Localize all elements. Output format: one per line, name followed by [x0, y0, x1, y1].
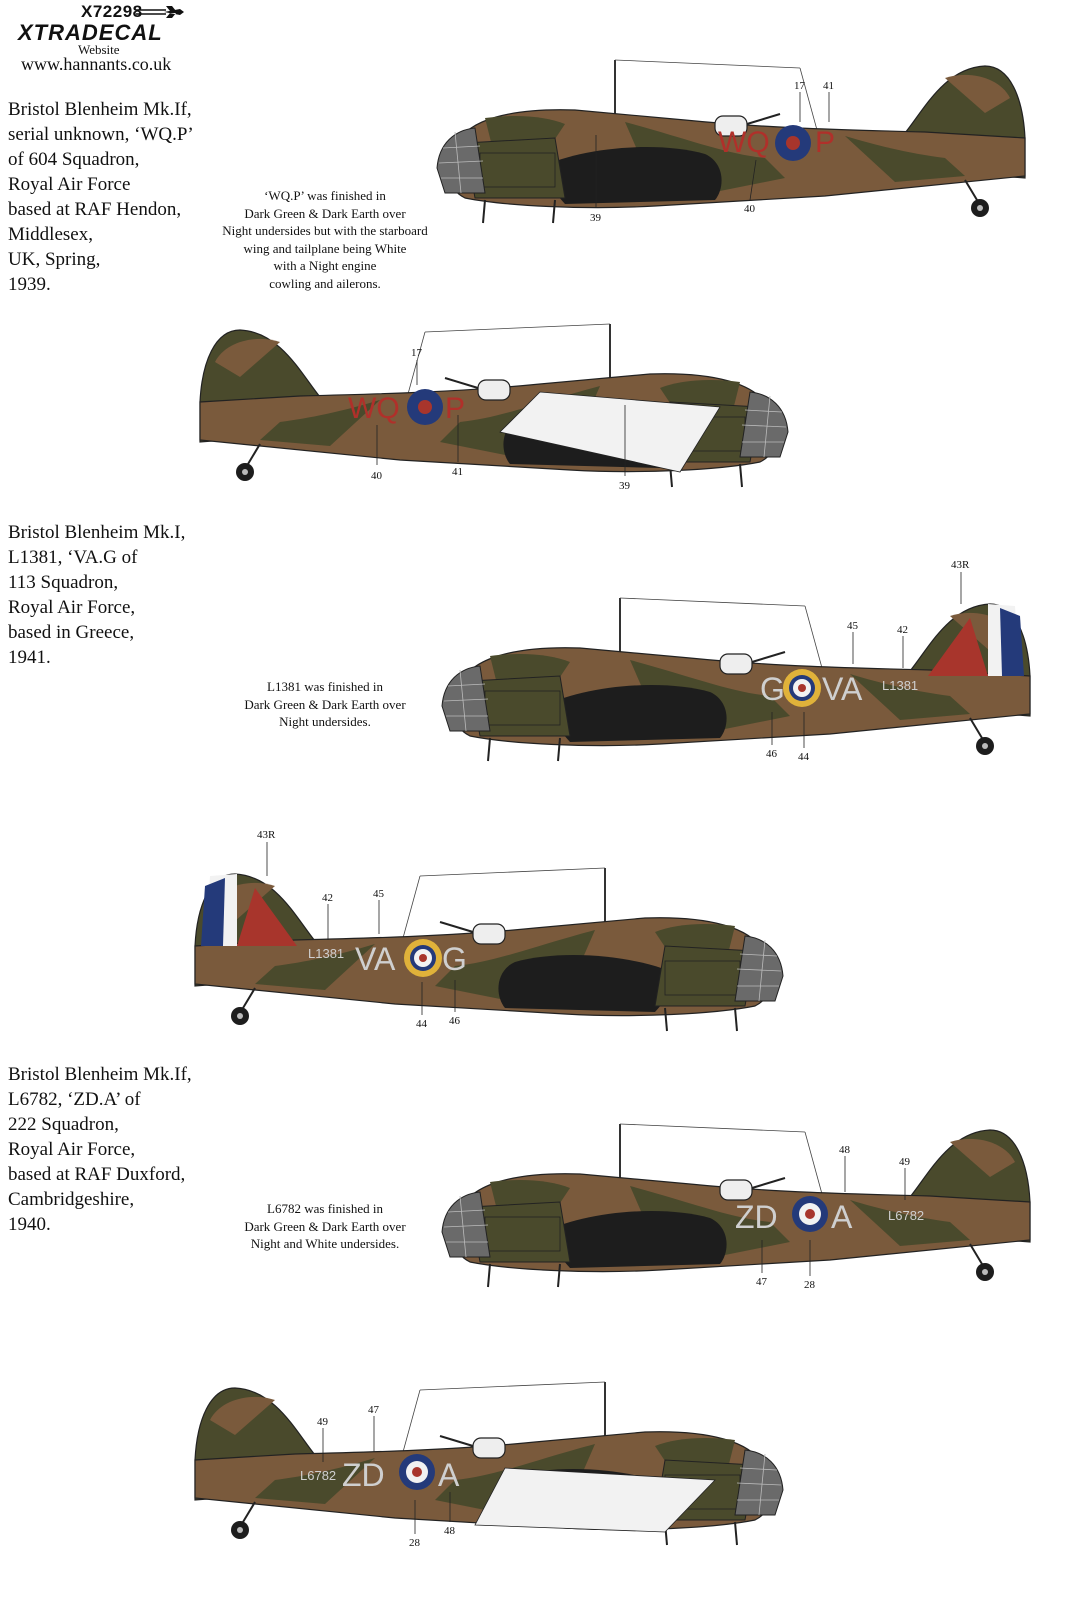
callout-label: 43R [257, 829, 276, 841]
profile-vag-starboard [195, 868, 783, 1031]
website-url[interactable]: www.hannants.co.uk [21, 54, 172, 74]
callout-label: 40 [371, 470, 382, 482]
callout-label: 39 [590, 212, 601, 224]
website-label: Website [78, 42, 120, 57]
callout-label: 40 [744, 203, 755, 215]
scheme-1-title: Bristol Blenheim Mk.If, serial unknown, ‘WQ.P’ of 604 Squadron, Royal Air Force based at RAF Hendon, Middlesex, UK, Spring, 1939. [8, 99, 194, 295]
profile-zda-starboard [195, 1382, 783, 1545]
callout-label: 44 [416, 1018, 427, 1030]
serial: L6782 [300, 1468, 337, 1483]
code-right: G [442, 941, 467, 977]
callout-label: 41 [823, 80, 834, 92]
callout-label: 42 [322, 892, 333, 904]
callout-label: 28 [409, 1537, 420, 1549]
callout-label: 49 [317, 1416, 328, 1428]
callout-label: 44 [798, 751, 809, 763]
callout-label: 48 [839, 1144, 850, 1156]
callout-label: 42 [897, 624, 908, 636]
code-left: G [760, 671, 785, 707]
callout-label: 45 [373, 888, 384, 900]
code-left: WQ [718, 126, 770, 159]
scheme-3-note: L6782 was finished in Dark Green & Dark Earth over Night and White undersides. [244, 1201, 406, 1251]
callout-label: 17 [411, 347, 422, 359]
callout-label: 46 [449, 1015, 460, 1027]
code-right: VA [822, 671, 863, 707]
code-left: WQ [348, 392, 400, 425]
scheme-2-title: Bristol Blenheim Mk.I, L1381, ‘VA.G of 113 Squadron, Royal Air Force, based in Greece, 1941. [8, 522, 186, 668]
code-left: ZD [342, 1457, 385, 1493]
serial: L1381 [882, 678, 919, 693]
callout-label: 43R [951, 559, 970, 571]
callout-label: 48 [444, 1525, 455, 1537]
callout-label: 46 [766, 748, 777, 760]
callout-label: 49 [899, 1156, 910, 1168]
code-right: P [815, 126, 836, 159]
callout-label: 17 [794, 80, 805, 92]
scheme-2-note: L1381 was finished in Dark Green & Dark Earth over Night undersides. [244, 679, 406, 729]
product-code: X72298 [81, 2, 143, 21]
callout-label: 47 [368, 1404, 379, 1416]
scheme-1-note: ‘WQ.P’ was finished in Dark Green & Dark Earth over Night undersides but with the starboard wing and tailplane being White with a Night engine cowling and ailerons. [222, 188, 428, 291]
callout-label: 28 [804, 1279, 815, 1291]
serial: L6782 [888, 1208, 925, 1223]
brand-logo: XTRADECAL [18, 20, 163, 45]
scheme-3-title: Bristol Blenheim Mk.If, L6782, ‘ZD.A’ of 222 Squadron, Royal Air Force, based at RAF Duxford, Cambridgeshire, 1940. [8, 1064, 192, 1235]
callout-label: 47 [756, 1276, 767, 1288]
code-right: P [445, 392, 466, 425]
code-right: A [438, 1457, 460, 1493]
code-right: A [831, 1199, 853, 1235]
callout-label: 39 [619, 480, 630, 492]
code-left: VA [355, 941, 396, 977]
code-left: ZD [735, 1199, 778, 1235]
callout-label: 45 [847, 620, 858, 632]
serial: L1381 [308, 946, 345, 961]
profile-vag-port [442, 598, 1030, 761]
callout-label: 41 [452, 466, 463, 478]
profile-wqp-starboard [200, 324, 788, 487]
